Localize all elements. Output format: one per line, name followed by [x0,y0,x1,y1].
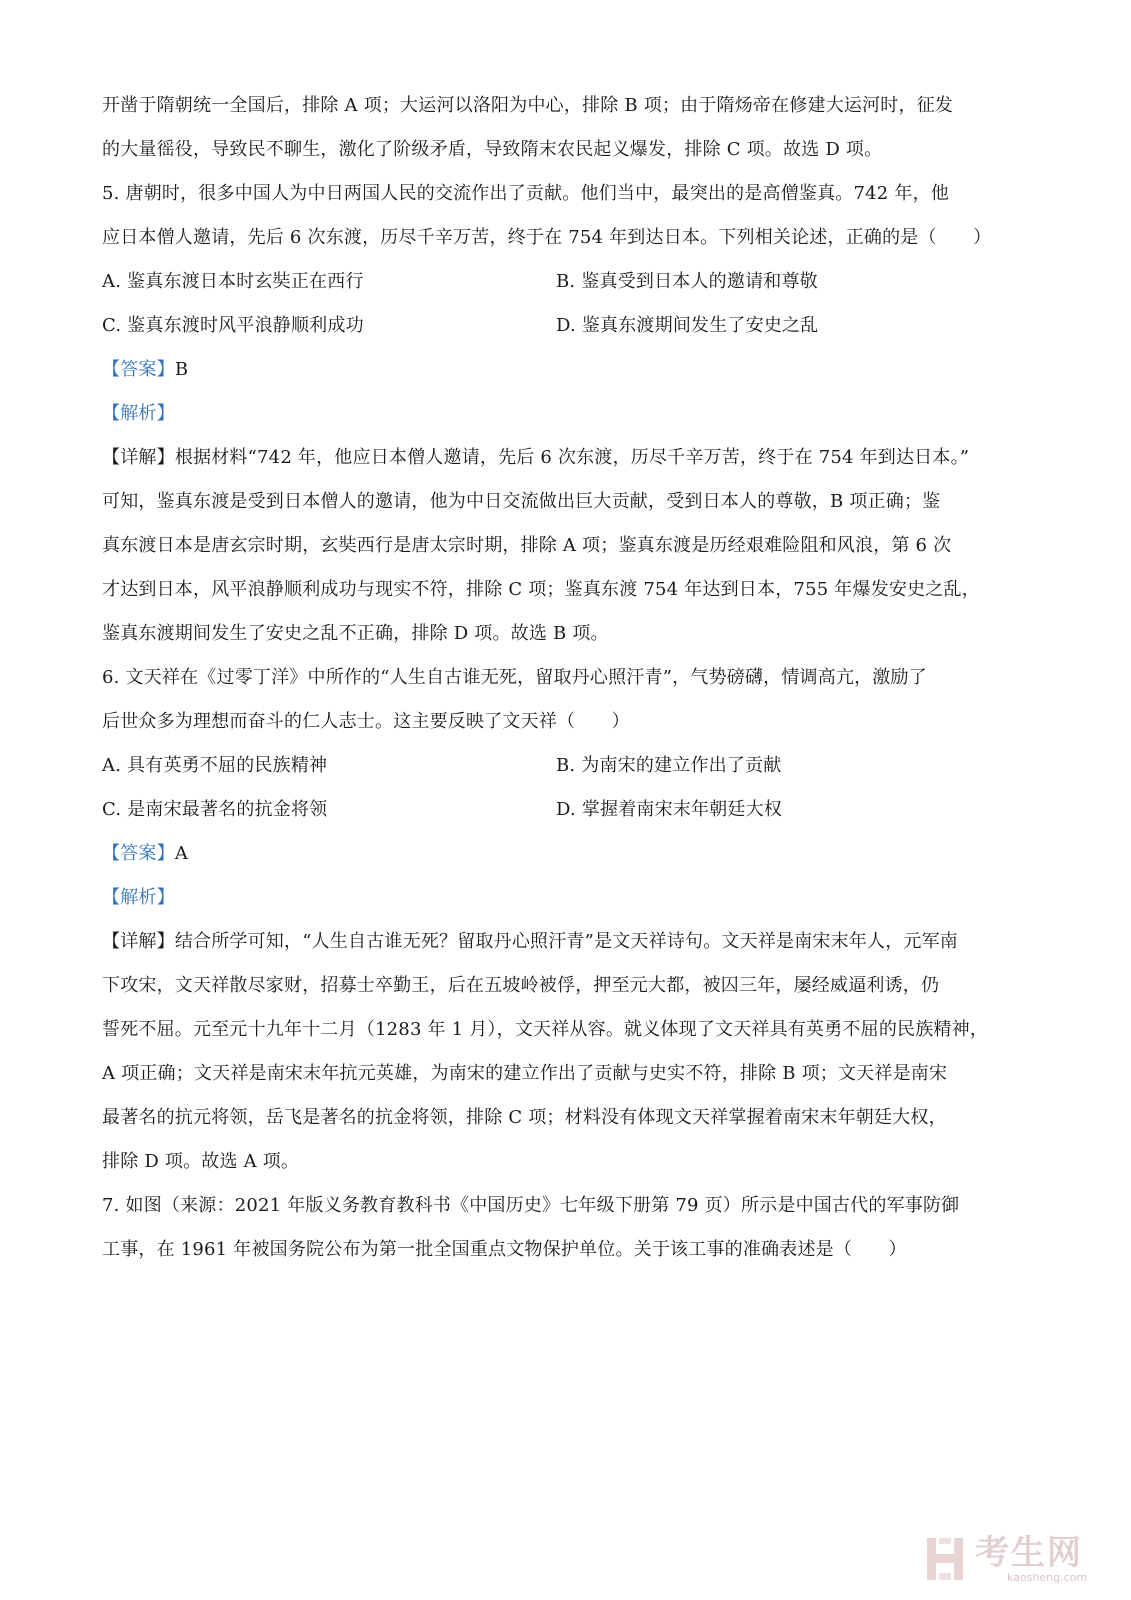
q6-option-b: B. 为南宋的建立作出了贡献 [556,755,782,776]
q5-analysis-row [102,402,175,426]
q6-stem-line-2: 后世众多为理想而奋斗的仁人志士。这主要反映了文天祥（ ） [102,711,630,732]
q6-answer-value: A [174,843,189,864]
q5-detail-text-1: 根据材料“742 年，他应日本僧人邀请，先后 6 次东渡，历尽千辛万苦，终于在 754 年到达日本。” [174,447,970,468]
q5-option-c: C. 鉴真东渡时风平浪静顺利成功 [102,315,364,336]
q6-detail-text-1: 结合所学可知，“人生自古谁无死？留取丹心照汗青”是文天祥诗句。文天祥是南宋末年人，元军南 [174,931,959,952]
q6-stem-line-1: 6. 文天祥在《过零丁洋》中所作的“人生自古谁无死，留取丹心照汗青”，气势磅礴，情调高亢，激励了 [102,667,927,688]
q5-detail-line-3: 真东渡日本是唐玄宗时期，玄奘西行是唐太宗时期，排除 A 项；鉴真东渡是历经艰难险阻和风浪，第 6 次 [102,535,952,556]
q5-answer-tag: 【答案】 [102,359,175,380]
kaosheng-watermark [915,1532,1115,1590]
q5-stem-line-1: 5. 唐朝时，很多中国人为中日两国人民的交流作出了贡献。他们当中，最突出的是高僧鉴真。742 年，他 [102,183,949,204]
watermark-text: 考生网 [975,1533,1083,1573]
q6-answer-row [102,842,188,866]
watermark-url: kaosheng.com [1007,1571,1088,1584]
q5-detail-line-2: 可知，鉴真东渡是受到日本僧人的邀请，他为中日交流做出巨大贡献，受到日本人的尊敬，B 项正确；鉴 [102,491,941,512]
q7-stem-line-1: 7. 如图（来源：2021 年版义务教育教科书《中国历史》七年级下册第 79 页）所示是中国古代的军事防御 [102,1195,960,1216]
q6-option-d: D. 掌握着南宋末年朝廷大权 [556,799,783,820]
q5-stem-line-2: 应日本僧人邀请，先后 6 次东渡，历尽千辛万苦，终于在 754 年到达日本。下列相关论述，正确的是（ ） [102,227,992,248]
q6-detail-line-4: A 项正确；文天祥是南宋末年抗元英雄，为南宋的建立作出了贡献与史实不符，排除 B 项；文天祥是南宋 [102,1063,948,1084]
q5-detail-line-1 [102,446,969,470]
prev-analysis-line-2: 的大量徭役，导致民不聊生，激化了阶级矛盾，导致隋末农民起义爆发，排除 C 项。故选 D 项。 [102,139,883,160]
q5-detail-line-4: 才达到日本，风平浪静顺利成功与现实不符，排除 C 项；鉴真东渡 754 年达到日本，755 年爆发安史之乱， [102,579,980,600]
kaosheng-logo-icon [925,1536,965,1582]
q6-detail-line-6: 排除 D 项。故选 A 项。 [102,1151,300,1172]
q6-detail-line-1 [102,930,958,954]
q5-option-a: A. 鉴真东渡日本时玄奘正在西行 [102,271,364,292]
q5-option-d: D. 鉴真东渡期间发生了安史之乱 [556,315,819,336]
q6-detail-line-5: 最著名的抗元将领，岳飞是著名的抗金将领，排除 C 项；材料没有体现文天祥掌握着南宋末年朝廷大权， [102,1107,947,1128]
q5-option-b: B. 鉴真受到日本人的邀请和尊敬 [556,271,818,292]
q5-answer-row [102,358,188,382]
q6-option-c: C. 是南宋最著名的抗金将领 [102,799,328,820]
prev-analysis-line-1: 开凿于隋朝统一全国后，排除 A 项；大运河以洛阳为中心，排除 B 项；由于隋炀帝在修建大运河时，征发 [102,95,954,116]
q6-analysis-row [102,886,175,910]
q7-stem-line-2: 工事，在 1961 年被国务院公布为第一批全国重点文物保护单位。关于该工事的准确表述是（ ） [102,1239,907,1260]
q6-answer-tag: 【答案】 [102,843,175,864]
q6-analysis-tag: 【解析】 [102,887,175,908]
q5-answer-value: B [174,359,189,380]
q6-detail-line-3: 誓死不屈。元至元十九年十二月（1283 年 1 月），文天祥从容。就义体现了文天祥具有英勇不屈的民族精神， [102,1019,989,1040]
q5-detail-line-5: 鉴真东渡期间发生了安史之乱不正确，排除 D 项。故选 B 项。 [102,623,609,644]
q6-option-a: A. 具有英勇不屈的民族精神 [102,755,328,776]
q5-analysis-tag: 【解析】 [102,403,175,424]
q6-detail-tag: 【详解】 [102,931,175,952]
q6-detail-line-2: 下攻宋，文天祥散尽家财，招募士卒勤王，后在五坡岭被俘，押至元大都，被囚三年，屡经威逼利诱，仍 [102,975,940,996]
q5-detail-tag: 【详解】 [102,447,175,468]
